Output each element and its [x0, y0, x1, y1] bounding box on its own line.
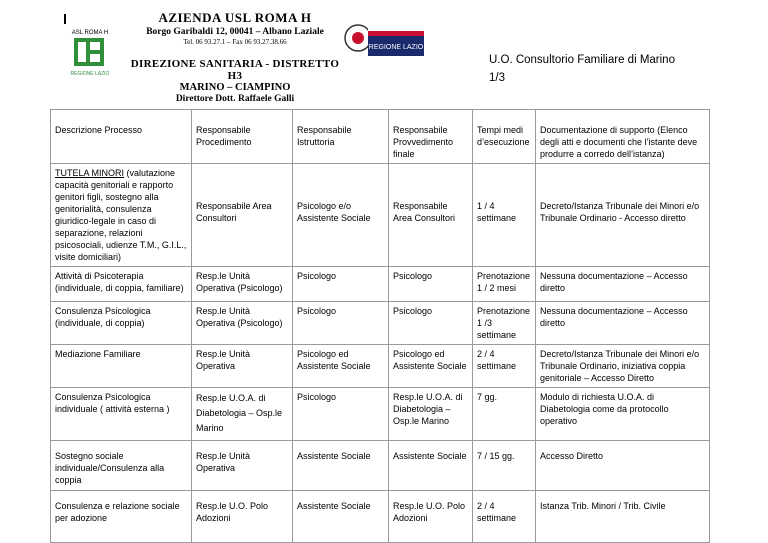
cell-tempi: Prenotazione 1 /3 settimane: [473, 302, 536, 345]
cell-procedimento: Resp.le Unità Operativa: [192, 345, 293, 388]
table-row: [51, 302, 710, 345]
processes-table: [50, 109, 710, 543]
director-name: Direttore Dott. Raffaele Galli: [175, 94, 295, 104]
cell-procedimento: Resp.le Unità Operativa (Psicologo): [192, 267, 293, 302]
cell-documentazione: Nessuna documentazione – Accesso diretto: [536, 302, 710, 345]
header-cell: Descrizione Processo: [51, 110, 192, 164]
org-phone: Tel. 06 93.27.1 – Fax 06 93.27.38.66: [183, 38, 287, 46]
header-cell: Tempi medi d’esecuzione: [473, 110, 536, 164]
cell-documentazione: Decreto/Istanza Tribunale dei Minori e/o Tribunale Ordinario, iniziativa coppia genitoriale – Accesso Diretto: [536, 345, 710, 388]
letterhead: [0, 0, 768, 104]
cell-provvedimento: Resp.le U.O.A. di Diabetologia – Osp.le Marino: [389, 388, 473, 441]
cell-tempi: 7 gg.: [473, 388, 536, 441]
header-cell: Responsabile Procedimento: [192, 110, 293, 164]
table-row: [51, 388, 710, 441]
cell-documentazione: Modulo di richiesta U.O.A. di Diabetologia come da protocollo operativo: [536, 388, 710, 441]
cell-tempi: 2 / 4 settimane: [473, 491, 536, 543]
header-cell: Responsabile Istruttoria: [293, 110, 389, 164]
cell-istruttoria: Psicologo: [293, 388, 389, 441]
asl-roma-h-logo: [60, 14, 120, 78]
table-row: [51, 267, 710, 302]
cell-istruttoria: Assistente Sociale: [293, 491, 389, 543]
header-cell: Responsabile Provvedimento finale: [389, 110, 473, 164]
process-cell: Sostegno sociale individuale/Consulenza alla coppia: [51, 441, 192, 491]
cell-documentazione: Nessuna documentazione – Accesso diretto: [536, 267, 710, 302]
process-cell: Attività di Psicoterapia (individuale, di coppia, familiare): [51, 267, 192, 302]
logo-subtext: REGIONE LAZIO: [70, 71, 110, 77]
cell-documentazione: Decreto/Istanza Tribunale dei Minori e/o Tribunale Ordinario - Accesso diretto: [536, 164, 710, 267]
cell-tempi: 2 / 4 settimane: [473, 345, 536, 388]
cell-istruttoria: Psicologo: [293, 302, 389, 345]
cell-istruttoria: Psicologo: [293, 267, 389, 302]
cell-tempi: 7 / 15 gg.: [473, 441, 536, 491]
unit-name: U.O. Consultorio Familiare di Marino: [489, 54, 675, 66]
table-row: [51, 491, 710, 543]
table-row: [51, 345, 710, 388]
cell-provvedimento: Assistente Sociale: [389, 441, 473, 491]
directorate: DIREZIONE SANITARIA - DISTRETTO H3: [130, 58, 340, 82]
org-title: AZIENDA USL ROMA H: [158, 10, 312, 25]
cell-procedimento: Resp.le Unità Operativa (Psicologo): [192, 302, 293, 345]
cell-procedimento: Responsabile Area Consultori: [192, 164, 293, 267]
process-cell: [51, 164, 192, 267]
logo-text: ASL ROMA H: [71, 30, 109, 36]
process-cell: Consulenza Psicologica (individuale, di coppia): [51, 302, 192, 345]
regione-lazio-logo: [344, 16, 426, 62]
district-place: MARINO – CIAMPINO: [179, 82, 291, 93]
cell-istruttoria: Psicologo e/o Assistente Sociale: [293, 164, 389, 267]
cell-istruttoria: Psicologo ed Assistente Sociale: [293, 345, 389, 388]
unit-block: [489, 51, 675, 87]
cell-documentazione: Istanza Trib. Minori / Trib. Civile: [536, 491, 710, 543]
table-header-row: [51, 110, 710, 164]
process-cell: Consulenza Psicologica individuale ( attività esterna ): [51, 388, 192, 441]
region-logo-text: REGIONE LAZIO: [368, 44, 424, 51]
table-row: [51, 441, 710, 491]
process-cell: Mediazione Familiare: [51, 345, 192, 388]
cell-istruttoria: Assistente Sociale: [293, 441, 389, 491]
cell-procedimento: Resp.le Unità Operativa: [192, 441, 293, 491]
letterhead-text: [130, 10, 340, 104]
table-row: [51, 164, 710, 267]
cell-procedimento: Resp.le U.O.A. di Diabetologia – Osp.le Marino: [192, 388, 293, 441]
cell-documentazione: Accesso Diretto: [536, 441, 710, 491]
process-desc: (valutazione capacità genitoriali e rapporto genitori figli, sostegno alla genitorialità, consulenza giuridico-legale in caso di separazione, relazioni psicosociali, udienze T.M., G.I.L., visite domiciliari): [55, 168, 187, 262]
page-number: 1/3: [489, 72, 505, 84]
cell-procedimento: Resp.le U.O. Polo Adozioni: [192, 491, 293, 543]
cell-provvedimento: Psicologo: [389, 302, 473, 345]
org-address: Borgo Garibaldi 12, 00041 – Albano Laziale: [146, 27, 324, 37]
header-cell: Documentazione di supporto (Elenco degli atti e documenti che l’istante deve produrre a corredo dell’istanza): [536, 110, 710, 164]
cell-tempi: 1 / 4 settimane: [473, 164, 536, 267]
cell-provvedimento: Psicologo ed Assistente Sociale: [389, 345, 473, 388]
cell-tempi: Prenotazione 1 / 2 mesi: [473, 267, 536, 302]
cell-provvedimento: Resp.le U.O. Polo Adozioni: [389, 491, 473, 543]
process-title: TUTELA MINORI: [55, 168, 125, 178]
process-cell: Consulenza e relazione sociale per adozione: [51, 491, 192, 543]
cell-provvedimento: Psicologo: [389, 267, 473, 302]
cell-provvedimento: Responsabile Area Consultori: [389, 164, 473, 267]
